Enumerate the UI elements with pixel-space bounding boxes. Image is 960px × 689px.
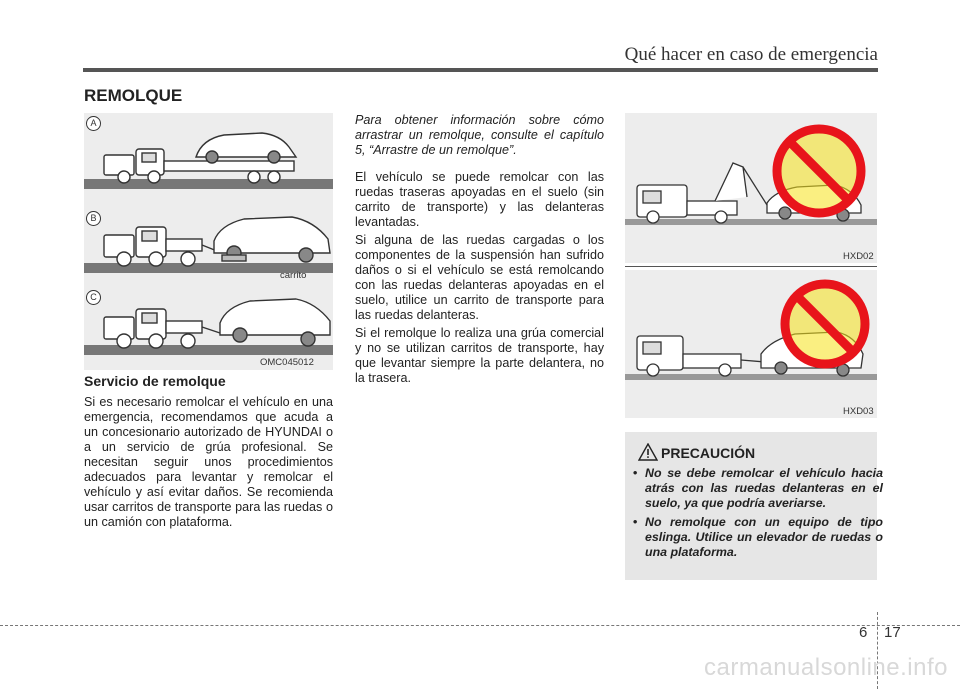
wheel-lift-scene [104,299,330,348]
caution-box [625,432,883,580]
watermark: carmanualsonline.info [704,654,948,681]
prohibited-tow-illustration-bottom [625,270,877,418]
dolly-label: carrito [280,270,307,281]
middle-paragraph-1: El vehículo se puede remolcar con las ruedas traseras apoyadas en el suelo (sin carrito de transporte) y las delanteras levantadas. [355,170,604,229]
trailer-reference-note: Para obtener información sobre cómo arrastrar un remolque, consulte el capítulo 5, “Arrastre de un remolque”. [355,113,604,157]
section-title: REMOLQUE [84,86,183,105]
towing-service-text: Si es necesario remolcar el vehículo en una emergencia, recomendamos que acuda a un concesionario autorizado de HYUNDAI o a un servicio de grúa profesional. Se necesitan seguir unos procedimientos adecuados para levantar y remolcar el vehículo y así evitar daños. Se recomienda usar carritos de transporte para las ruedas o un camión con plataforma. [84,395,333,529]
page-number: 17 [884,624,901,641]
towing-service-heading: Servicio de remolque [84,373,226,389]
towing-service-paragraph [84,395,333,533]
chapter-number: 6 [859,624,868,641]
middle-paragraph-3: Si el remolque lo realiza una grúa comercial y no se utilizan carritos de transporte, hay que levantar siempre la parte delantera, no la trasera. [355,326,604,385]
warning-triangle-icon [638,443,658,461]
prohibited-sign-top [777,129,861,213]
figure-code-top: HXD02 [843,251,874,262]
method-letter-a: A [86,116,101,131]
flatbed-truck-scene [104,133,296,183]
footer-rule [0,625,960,626]
caution-item: • No se debe remolcar el vehículo hacia atrás con las ruedas delanteras en el suelo, ya que podría averiarse. [645,466,883,511]
caution-item: • No remolque con un equipo de tipo eslinga. Utilice un elevador de ruedas o una plataforma. [645,515,883,560]
method-letter-c: C [86,290,101,305]
dolly-tow-scene [104,217,330,266]
method-letter-b: B [86,211,101,226]
prohibited-tow-illustration-top [625,113,877,263]
middle-paragraph-2: Si alguna de las ruedas cargadas o los componentes de la suspensión han sufrido daños o si el vehículo se está remolcando con las ruedas delanteras apoyadas en el suelo, utilice un carrito de transporte para las ruedas delanteras. [355,233,604,322]
prohibited-tow-figure-top [625,113,877,263]
prohibited-tow-figure-bottom [625,270,877,418]
towing-methods-figure [84,113,333,370]
caution-title: PRECAUCIÓN [661,445,756,461]
figure-code-bottom: HXD03 [843,406,874,417]
caution-list [631,466,883,564]
prohibited-sign-bottom [785,284,865,364]
figure-divider [625,266,877,267]
middle-column [355,113,604,389]
towing-methods-illustration [84,113,333,370]
header-rule [83,68,878,72]
chapter-header-title: Qué hacer en caso de emergencia [624,44,878,65]
figure-code: OMC045012 [260,357,314,368]
